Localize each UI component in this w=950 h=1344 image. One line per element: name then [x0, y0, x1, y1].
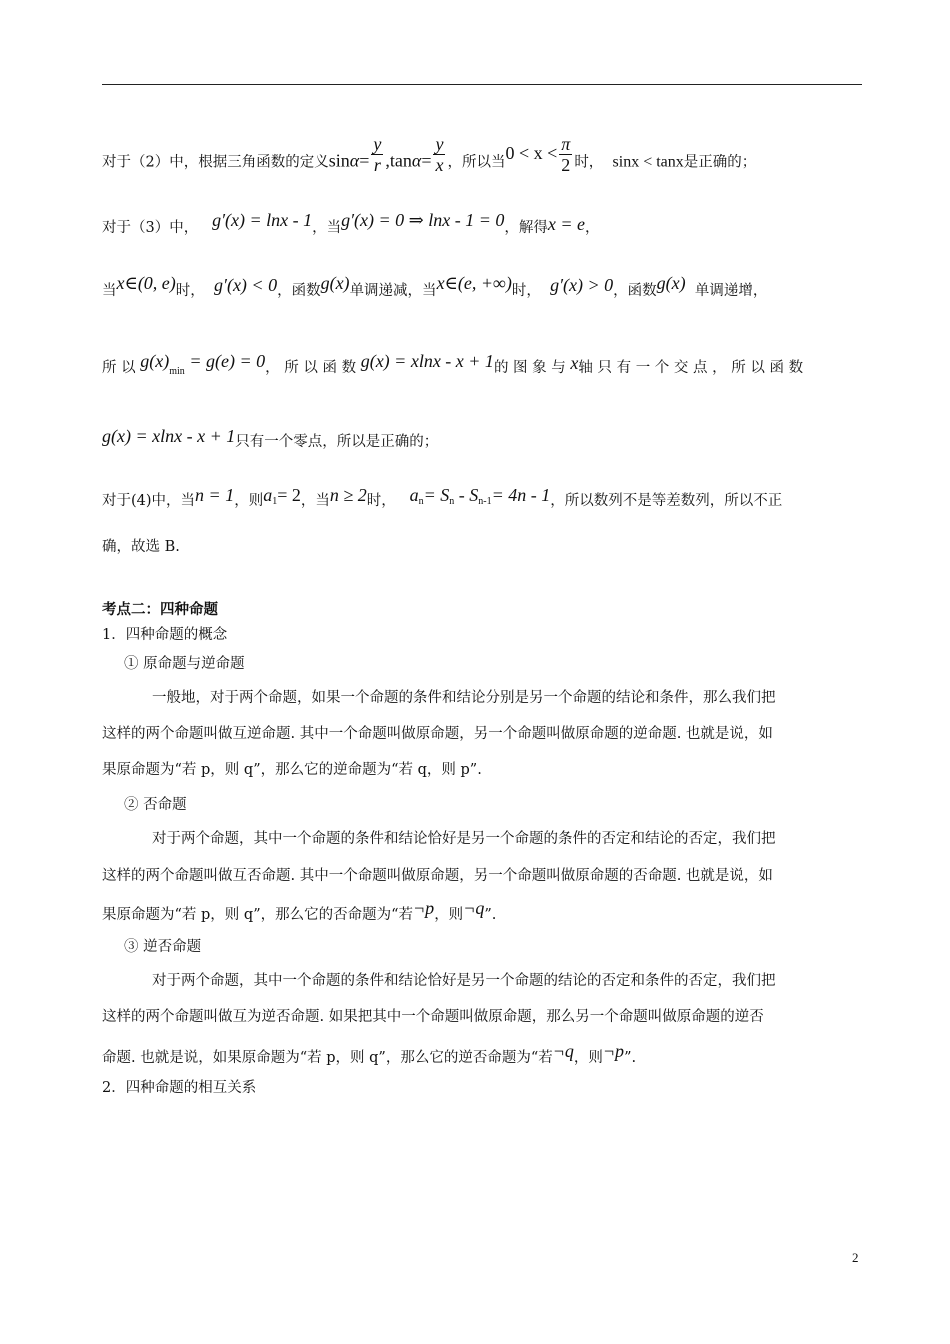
math-derivative-negative: g′(x) < 0 — [214, 275, 278, 295]
text: ，所以当 — [447, 154, 506, 171]
text: 对于（2）中，根据三角函数的定义 — [102, 154, 329, 171]
math-result: = 4n - 1 — [491, 485, 551, 505]
math-comma: , — [385, 150, 390, 171]
math-g: g(x) — [320, 273, 350, 293]
math-alpha: α — [411, 150, 422, 171]
page-number: 2 — [852, 1250, 859, 1265]
math-function: g(x) = xlnx - x + 1 — [360, 351, 494, 371]
denominator: r — [373, 155, 381, 175]
math-x: x — [570, 353, 579, 373]
math-n-equals-1: n = 1 — [195, 485, 235, 505]
math-eq: = — [421, 150, 432, 171]
item-3-line-2: 这样的两个命题叫做互为逆否命题. 如果把其中一个命题叫做原命题，那么另一个命题叫做原命题的逆否 — [102, 1009, 764, 1025]
section-title: 考点二：四种命题 — [102, 602, 218, 618]
text: ， — [585, 220, 600, 236]
math-g: g(x) — [140, 351, 170, 371]
text: 确，故选 B. — [102, 539, 180, 555]
text: 时， — [511, 283, 541, 299]
item-1-line-3: 果原命题为“若 p，则 q”，那么它的逆命题为“若 q，则 p”. — [102, 762, 482, 778]
text: ，函数 — [277, 283, 321, 299]
fraction-pi-over-2 — [559, 134, 572, 175]
item-2-label: ② 否命题 — [124, 797, 187, 813]
text: 所 以 — [102, 360, 136, 376]
text: 单调递减，当 — [349, 283, 437, 299]
math-inequality: 0 < x < — [505, 142, 558, 163]
text: 当 — [102, 283, 117, 299]
math-interval: x∈(0, e) — [116, 273, 176, 293]
math-value: = 2 — [277, 485, 301, 505]
solution-part-3-conclusion — [102, 426, 862, 450]
text: 命题. 也就是说，如果原命题为“若 p，则 q”，那么它的逆否命题为“若 — [102, 1050, 553, 1066]
math-not-p: ¬p — [413, 898, 435, 918]
header-rule — [102, 84, 862, 85]
text: ，函数 — [613, 283, 657, 299]
text: 对于(4)中，当 — [102, 493, 196, 509]
subsection-2-title: 2．四种命题的相互关系 — [102, 1080, 257, 1096]
text: ，解得 — [504, 220, 548, 236]
math-subscript: 1 — [272, 496, 278, 507]
solution-part-2 — [102, 134, 862, 183]
text: ，当 — [312, 220, 342, 236]
text: 时， — [574, 154, 604, 171]
math-derivative: g′(x) = lnx - 1 — [212, 210, 313, 230]
text: ， 所 以 函 数 — [265, 360, 357, 376]
text: ”. — [624, 1050, 637, 1066]
math-subscript: n — [418, 496, 424, 507]
math-subscript: n — [449, 496, 455, 507]
subsection-1-title: 1．四种命题的概念 — [102, 627, 228, 643]
solution-part-4-end — [102, 540, 862, 555]
text: 是正确的； — [683, 154, 757, 171]
item-1-label: ① 原命题与逆命题 — [124, 656, 245, 672]
solution-part-3-min — [102, 351, 862, 377]
item-3-line-1: 对于两个命题，其中一个命题的条件和结论恰好是另一个命题的结论的否定和条件的否定，我们把 — [152, 973, 776, 989]
math-alpha: α — [349, 150, 360, 171]
item-2-line-1: 对于两个命题，其中一个命题的条件和结论恰好是另一个命题的条件的否定和结论的否定，我们把 — [152, 831, 776, 847]
math-a: a — [409, 485, 419, 505]
solution-part-4 — [102, 485, 862, 509]
text: ，则 — [573, 1050, 603, 1066]
text: 的 图 象 与 — [493, 360, 566, 376]
numerator: π — [561, 134, 571, 154]
solution-part-3 — [102, 210, 862, 236]
math-a: a — [263, 485, 273, 505]
numerator: y — [373, 134, 382, 154]
fraction-y-over-r — [371, 134, 383, 175]
math-derivative-positive: g′(x) > 0 — [550, 275, 614, 295]
math-not-q: ¬q — [463, 898, 485, 918]
text: 果原命题为“若 p，则 q”，那么它的否命题为“若 — [102, 907, 414, 923]
text: 对于（3）中， — [102, 220, 199, 236]
math-not-p: ¬p — [602, 1041, 625, 1061]
text: ，当 — [300, 493, 330, 509]
text: 时， — [366, 493, 396, 509]
math-not-q: ¬q — [552, 1041, 574, 1061]
math-tan: tan — [389, 150, 412, 171]
fraction-y-over-x — [433, 134, 445, 175]
text: 只有一个零点，所以是正确的； — [235, 434, 439, 450]
text: ，所以数列不是等差数列，所以不正 — [550, 493, 783, 509]
text: ”. — [484, 907, 497, 923]
math-sin: sin — [328, 150, 350, 171]
text: ，则 — [434, 907, 464, 923]
math-subscript: min — [169, 366, 185, 377]
math-function: g(x) = xlnx - x + 1 — [102, 426, 236, 446]
math-g: g(x) — [656, 273, 686, 293]
text: 轴 只 有 一 个 交 点 ， 所 以 函 数 — [578, 360, 804, 376]
denominator: 2 — [561, 155, 571, 175]
text: 单调递增， — [694, 283, 768, 299]
item-1-line-2: 这样的两个命题叫做互逆命题. 其中一个命题叫做原命题，另一个命题叫做原命题的逆命题. 也就是说，如 — [102, 726, 773, 742]
math-s: = S — [423, 485, 450, 505]
math-s: - S — [454, 485, 479, 505]
text: ，则 — [234, 493, 264, 509]
numerator: y — [435, 134, 444, 154]
math-subscript: n-1 — [478, 496, 492, 507]
math-min-value: = g(e) = 0 — [189, 351, 266, 371]
text: 时， — [175, 283, 205, 299]
item-3-line-3 — [102, 1041, 637, 1066]
item-2-line-2: 这样的两个命题叫做互否命题. 其中一个命题叫做原命题，另一个命题叫做原命题的否命题. 也就是说，如 — [102, 868, 773, 884]
math-root: x = e — [547, 214, 586, 234]
math-eq: = — [359, 150, 370, 171]
math-derivative-zero: g′(x) = 0 ⇒ lnx - 1 = 0 — [341, 210, 505, 230]
item-2-line-3 — [102, 898, 497, 923]
math-n-ge-2: n ≥ 2 — [329, 485, 367, 505]
math-claim: sinx < tanx — [612, 153, 684, 171]
solution-part-3-monotonic — [102, 273, 862, 299]
item-3-label: ③ 逆否命题 — [124, 939, 202, 955]
math-interval: x∈(e, +∞) — [436, 273, 512, 293]
denominator: x — [435, 155, 444, 175]
item-1-line-1: 一般地，对于两个命题，如果一个命题的条件和结论分别是另一个命题的结论和条件，那么我们把 — [152, 690, 776, 706]
